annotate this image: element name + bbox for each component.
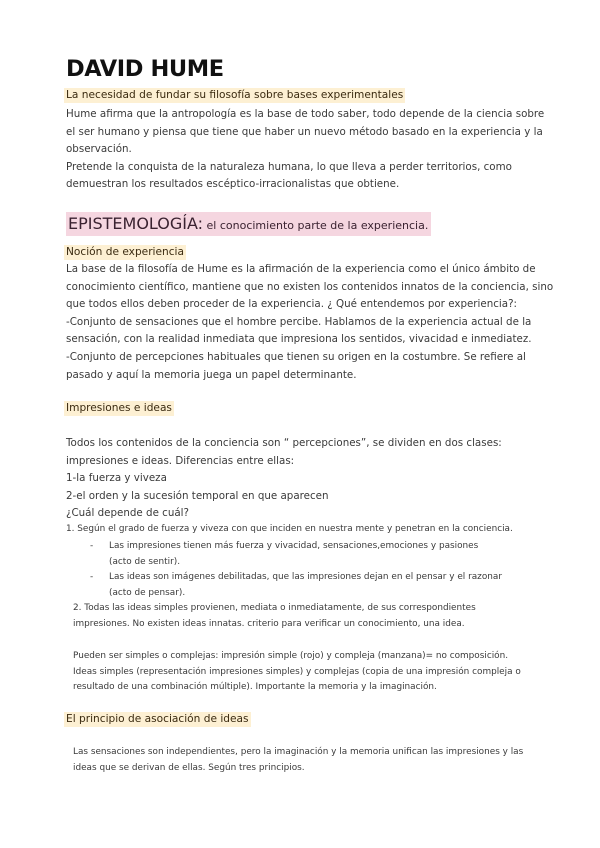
section-heading-label: La necesidad de fundar su filosofía sobre bases experimentales bbox=[66, 89, 404, 101]
text-line: -Conjunto de percepciones habituales que tienen su origen en la costumbre. Se refiere al bbox=[66, 350, 526, 363]
epistemology-subtitle: el conocimiento parte de la experiencia. bbox=[203, 219, 429, 232]
text-line: ¿Cuál depende de cuál? bbox=[66, 507, 190, 520]
section-heading-label: Impresiones e ideas bbox=[66, 402, 172, 414]
text-line: resultado de una combinación múltiple). Importante la memoria y la imaginación. bbox=[73, 682, 437, 693]
section-experience-text bbox=[66, 261, 553, 384]
text-line: el ser humano y piensa que tiene que haber un nuevo método basado en la experiencia y la bbox=[66, 125, 543, 138]
text-line: 2-el orden y la sucesión temporal en que aparecen bbox=[66, 489, 329, 502]
text-line: demuestran los resultados escéptico-irracionalistas que obtiene. bbox=[66, 178, 400, 191]
epistemology-title: EPISTEMOLOGÍA: bbox=[68, 214, 204, 233]
section-heading-experience bbox=[64, 246, 186, 258]
text-line: -Conjunto de sensaciones que el hombre percibe. Hablamos de la experiencia actual de la bbox=[66, 315, 532, 328]
section-heading-impressions bbox=[64, 402, 174, 414]
bullet-item bbox=[90, 570, 502, 586]
text-line: pasado y aquí la memoria juega un papel determinante. bbox=[66, 368, 357, 381]
text-line: sensación, con la realidad inmediata que impresiona los sentidos, vivacidad e inmediatez. bbox=[66, 333, 532, 346]
simple-complex-text bbox=[73, 649, 521, 696]
bullet-dash: - bbox=[90, 541, 94, 551]
bullet-continuation: (acto de pensar). bbox=[109, 587, 186, 598]
point-two bbox=[73, 601, 476, 632]
text-line: 1. Según el grado de fuerza y viveza con que inciden en nuestra mente y penetran en la conciencia. bbox=[66, 524, 513, 534]
text-line: 2. Todas las ideas simples provienen, mediata o inmediatamente, de sus correspondientes bbox=[73, 603, 476, 613]
text-line: Las sensaciones son independientes, pero la imaginación y la memoria unifican las impresiones y las bbox=[73, 747, 524, 757]
epistemology-heading bbox=[66, 214, 431, 233]
bullet-item bbox=[90, 539, 502, 555]
text-line: ideas que se derivan de ellas. Según tres principios. bbox=[73, 762, 305, 773]
section-experimental-bases-text bbox=[66, 106, 544, 194]
section-heading-experimental-bases bbox=[64, 89, 405, 101]
text-line: impresiones. No existen ideas innatas. criterio para verificar un conocimiento, una idea. bbox=[73, 618, 465, 629]
bullet-text: Las impresiones tienen más fuerza y vivacidad, sensaciones,emociones y pasiones bbox=[109, 541, 479, 551]
epistemology-highlight bbox=[66, 212, 431, 236]
text-line: Ideas simples (representación impresiones simples) y complejas (copia de una impresión compleja o bbox=[73, 666, 521, 677]
section-heading-association bbox=[64, 713, 251, 725]
section-impressions-text bbox=[66, 435, 502, 523]
bullet-text: Las ideas son imágenes debilitadas, que las impresiones dejan en el pensar y el razonar bbox=[109, 572, 502, 583]
text-line: conocimiento científico, mantiene que no existen los contenidos innatos de la conciencia, sino bbox=[66, 280, 554, 293]
text-line: Hume afirma que la antropología es la base de todo saber, todo depende de la ciencia sobre bbox=[66, 108, 545, 120]
text-line: Pretende la conquista de la naturaleza humana, lo que lleva a perder territorios, como bbox=[66, 160, 512, 173]
section-heading-label: Noción de experiencia bbox=[66, 246, 184, 258]
page-title: DAVID HUME bbox=[66, 56, 224, 82]
text-line: que todos ellos deben proceder de la experiencia. ¿ Qué entendemos por experiencia?: bbox=[66, 298, 518, 311]
text-line: observación. bbox=[66, 143, 132, 156]
bullet-dash: - bbox=[90, 572, 94, 583]
section-association-text bbox=[73, 745, 523, 776]
text-line: Todos los contenidos de la conciencia son “ percepciones”, se dividen en dos clases: bbox=[66, 437, 502, 449]
text-line: 1-la fuerza y viveza bbox=[66, 472, 167, 485]
point-one bbox=[66, 522, 513, 538]
text-line: impresiones e ideas. Diferencias entre ellas: bbox=[66, 454, 295, 467]
impressions-bullet-list bbox=[90, 539, 502, 601]
text-line: Pueden ser simples o complejas: impresión simple (rojo) y compleja (manzana)= no composición. bbox=[73, 651, 509, 661]
section-heading-label: El principio de asociación de ideas bbox=[66, 713, 249, 725]
text-line: La base de la filosofía de Hume es la afirmación de la experiencia como el único ámbito de bbox=[66, 263, 536, 275]
bullet-continuation: (acto de sentir). bbox=[109, 556, 181, 567]
